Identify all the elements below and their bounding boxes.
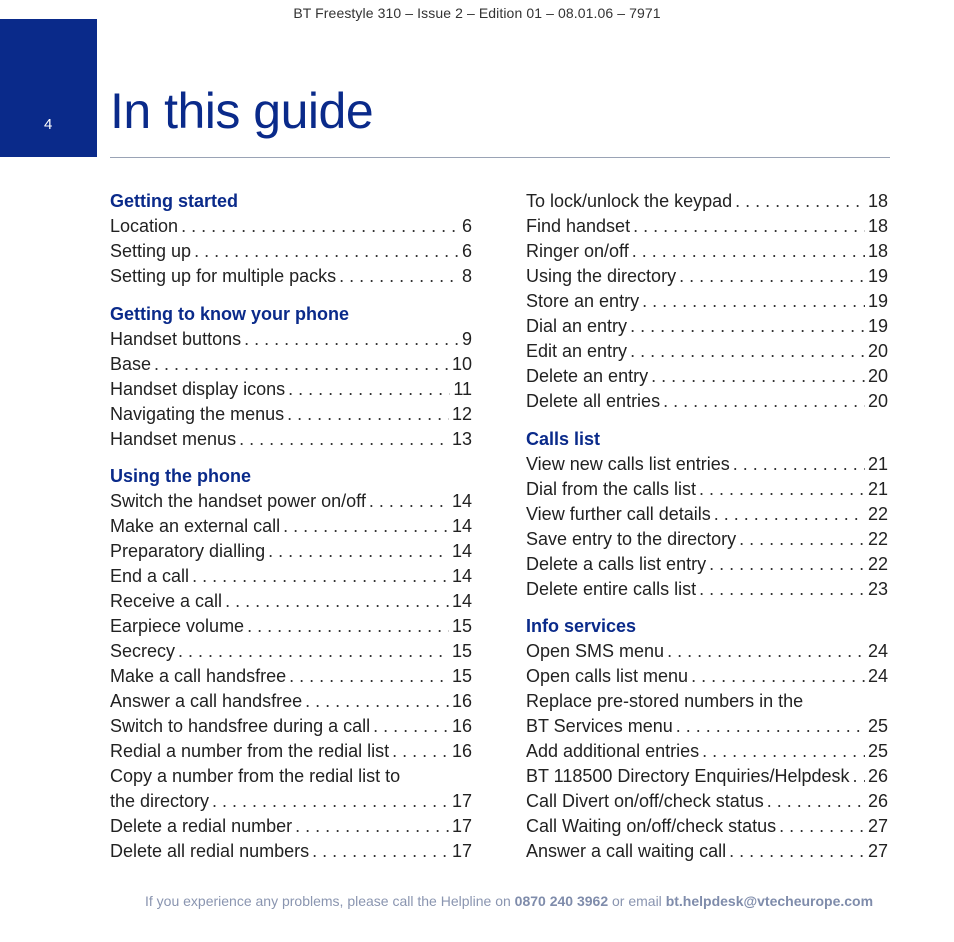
toc-dot-leader: [702, 739, 865, 764]
toc-entry-page: 11: [453, 378, 472, 399]
toc-dot-leader: [225, 589, 449, 614]
toc-entry[interactable]: [110, 814, 472, 839]
toc-entry-label: Navigating the menus: [110, 403, 285, 424]
toc-dot-leader: [247, 614, 449, 639]
toc-dot-leader: [709, 552, 865, 577]
toc-entry-label: Setting up: [110, 241, 192, 261]
toc-dot-leader: [663, 389, 865, 414]
toc-entry[interactable]: [110, 264, 472, 289]
toc-entry[interactable]: [110, 789, 472, 814]
toc-entry-page: 15: [451, 616, 472, 636]
toc-entry-label: Call Divert on/off/check status: [526, 791, 764, 811]
toc-entry-label: Save entry to the directory: [526, 528, 737, 549]
toc-entry-label: Handset buttons: [110, 328, 242, 349]
toc-dot-leader: [392, 739, 449, 764]
toc-entry-label: Handset menus: [110, 428, 237, 449]
toc-entry-page: 21: [867, 453, 888, 474]
toc-entry[interactable]: [526, 814, 888, 839]
toc-dot-leader: [691, 664, 865, 689]
toc-entry-label: Answer a call handsfree: [110, 691, 303, 711]
toc-entry-label: Setting up for multiple packs: [110, 266, 337, 286]
toc-entry-page: 14: [451, 566, 472, 586]
toc-entry-label: Ringer on/off: [526, 241, 629, 261]
footer-email[interactable]: bt.helpdesk@vtecheurope.com: [665, 893, 874, 909]
page-title: In this guide: [110, 83, 374, 139]
toc-entry-label: Redial a number from the redial list: [110, 741, 390, 761]
toc-entry-page: 20: [867, 366, 888, 386]
toc-entry[interactable]: [526, 739, 888, 764]
toc-entry[interactable]: [110, 402, 472, 427]
toc-entry-page: 22: [867, 503, 888, 524]
toc-dot-leader: [667, 639, 865, 664]
toc-entry[interactable]: [526, 789, 888, 814]
toc-entry-page: 20: [867, 341, 888, 361]
toc-entry-page: 12: [451, 403, 472, 424]
toc-entry[interactable]: [526, 339, 888, 364]
toc-entry-label: Base: [110, 353, 152, 374]
toc-entry-page: 19: [867, 266, 888, 286]
toc-entry[interactable]: [526, 389, 888, 414]
toc-dot-leader: [283, 514, 449, 539]
toc-dot-leader: [181, 214, 459, 239]
toc-dot-leader: [295, 814, 449, 839]
section-heading: Calls list: [526, 428, 601, 449]
toc-dot-leader: [733, 452, 865, 477]
toc-entry[interactable]: [110, 764, 472, 789]
toc-dot-leader: [268, 539, 449, 564]
toc-column-left: [110, 189, 472, 877]
toc-entry-label: End a call: [110, 566, 190, 586]
footer-prefix: If you experience any problems, please call the Helpline on: [145, 893, 511, 909]
toc-entry-page: 16: [451, 691, 472, 711]
toc-entry-label: Delete entire calls list: [526, 578, 697, 599]
toc-entry[interactable]: [110, 689, 472, 714]
toc-entry-page: 9: [461, 328, 472, 349]
toc-entry-label: Switch to handsfree during a call: [110, 716, 371, 736]
toc-entry[interactable]: [526, 527, 888, 552]
toc-entry-page: 8: [461, 266, 472, 286]
toc-entry[interactable]: [526, 764, 888, 789]
toc-dot-leader: [178, 639, 449, 664]
toc-entry-page: 10: [451, 353, 472, 374]
toc-entry-label: Add additional entries: [526, 741, 700, 761]
toc-entry-page: 16: [451, 716, 472, 736]
toc-section: [526, 189, 888, 414]
toc-dot-leader: [779, 814, 865, 839]
toc-entry[interactable]: [526, 714, 888, 739]
toc-entry-page: 19: [867, 316, 888, 336]
toc-entry-page: 17: [451, 816, 472, 836]
toc-entry-page: 14: [451, 591, 472, 611]
toc-entry-page: 13: [451, 428, 472, 449]
toc-entry[interactable]: [110, 614, 472, 639]
toc-entry[interactable]: [526, 214, 888, 239]
toc-dot-leader: [630, 339, 865, 364]
toc-entry[interactable]: [526, 577, 888, 602]
toc-entry-page: 25: [867, 716, 888, 736]
toc-dot-leader: [305, 689, 449, 714]
toc-entry-page: 27: [867, 816, 888, 836]
toc-entry-label: Open calls list menu: [526, 666, 689, 686]
footer-phone[interactable]: 0870 240 3962: [514, 893, 609, 909]
toc-entry-page: 18: [867, 241, 888, 261]
toc-dot-leader: [676, 714, 865, 739]
toc-entry-page: 14: [451, 491, 472, 511]
toc-entry-label: Earpiece volume: [110, 616, 245, 636]
toc-dot-leader: [212, 789, 449, 814]
toc-dot-leader: [630, 314, 865, 339]
toc-entry-page: 6: [461, 241, 472, 261]
toc-dot-leader: [373, 714, 449, 739]
toc-entry[interactable]: [110, 839, 472, 864]
toc-dot-leader: [739, 527, 865, 552]
toc-entry-page: 22: [867, 553, 888, 574]
toc-entry[interactable]: [526, 239, 888, 264]
toc-dot-leader: [699, 477, 865, 502]
footer-helpline: [0, 893, 954, 909]
toc-entry[interactable]: [526, 289, 888, 314]
toc-column-right: [526, 189, 888, 877]
toc-entry[interactable]: [110, 214, 472, 239]
toc-entry-page: 26: [867, 791, 888, 811]
toc-entry-page: 17: [451, 791, 472, 811]
page-number: 4: [44, 116, 53, 133]
toc-entry-label: To lock/unlock the keypad: [526, 191, 733, 211]
title-divider: [110, 157, 890, 158]
toc-entry-label: Receive a call: [110, 591, 223, 611]
toc-entry[interactable]: [526, 664, 888, 689]
toc-entry-label: Open SMS menu: [526, 641, 665, 661]
toc-entry-page: 20: [867, 391, 888, 411]
toc-entry-label: Find handset: [526, 216, 631, 236]
toc-dot-leader: [369, 489, 449, 514]
toc-entry[interactable]: [110, 427, 472, 452]
page-tab: [0, 19, 97, 157]
toc-entry[interactable]: [110, 639, 472, 664]
toc-entry[interactable]: [110, 239, 472, 264]
toc-entry[interactable]: [110, 664, 472, 689]
toc-entry-label: Delete a redial number: [110, 816, 293, 836]
toc-entry[interactable]: [110, 352, 472, 377]
toc-entry-label: Store an entry: [526, 291, 640, 311]
toc-entry-page: 24: [867, 641, 888, 661]
toc-dot-leader: [194, 239, 459, 264]
toc-dot-leader: [642, 289, 865, 314]
toc-entry[interactable]: [526, 314, 888, 339]
section-heading: Getting started: [110, 191, 239, 211]
toc-entry-label: Location: [110, 216, 179, 236]
toc-entry[interactable]: [110, 514, 472, 539]
footer-middle: or email: [612, 893, 662, 909]
toc-entry-label: Answer a call waiting call: [526, 841, 727, 861]
toc-dot-leader: [154, 352, 449, 377]
toc-dot-leader: [192, 564, 449, 589]
toc-entry-label: View further call details: [526, 503, 711, 524]
toc-entry[interactable]: [526, 502, 888, 527]
toc-entry[interactable]: [110, 539, 472, 564]
toc-dot-leader: [632, 239, 865, 264]
toc-entry-label: Make a call handsfree: [110, 666, 287, 686]
toc-entry-page: 23: [867, 578, 888, 599]
toc-entry-label: Using the directory: [526, 266, 677, 286]
toc-section: [110, 302, 472, 452]
toc-entry-page: 21: [867, 478, 888, 499]
toc-entry-page: 15: [451, 666, 472, 686]
toc-dot-leader: [853, 764, 865, 789]
toc-entry-page: 26: [867, 766, 888, 786]
section-heading: Getting to know your phone: [110, 303, 349, 324]
toc-entry-page: 27: [867, 841, 888, 861]
toc-dot-leader: [287, 402, 449, 427]
toc-entry[interactable]: [110, 589, 472, 614]
toc-entry-label: Delete a calls list entry: [526, 553, 707, 574]
toc-dot-leader: [729, 839, 865, 864]
toc-dot-leader: [239, 427, 449, 452]
toc-dot-leader: [679, 264, 865, 289]
toc-entry[interactable]: [110, 327, 472, 352]
toc-section: [526, 427, 888, 602]
toc-dot-leader: [767, 789, 865, 814]
toc-entry-label: Call Waiting on/off/check status: [526, 816, 777, 836]
toc-entry[interactable]: [526, 689, 888, 714]
toc-entry-label: Switch the handset power on/off: [110, 491, 366, 511]
document-header: BT Freestyle 310 – Issue 2 – Edition 01 – 08.01.06 – 7971: [293, 5, 661, 21]
toc-entry-page: 22: [867, 528, 888, 549]
toc-dot-leader: [289, 664, 449, 689]
toc-entry-label: View new calls list entries: [526, 453, 730, 474]
toc-entry[interactable]: [526, 477, 888, 502]
toc-entry-label: the directory: [110, 791, 210, 811]
toc-entry[interactable]: [110, 739, 472, 764]
toc-entry[interactable]: [526, 839, 888, 864]
toc-entry-page: 16: [451, 741, 472, 761]
toc-entry-label: Preparatory dialling: [110, 541, 266, 561]
toc-section: [110, 189, 472, 289]
toc-entry-label: Replace pre-stored numbers in the: [526, 691, 804, 711]
toc-dot-leader: [714, 502, 865, 527]
toc-entry[interactable]: [526, 189, 888, 214]
toc-entry-page: 18: [867, 216, 888, 236]
toc-dot-leader: [651, 364, 865, 389]
toc-entry-label: Secrecy: [110, 641, 176, 661]
toc-entry-label: Make an external call: [110, 516, 281, 536]
toc-entry-page: 18: [867, 191, 888, 211]
toc-entry-label: Delete an entry: [526, 366, 649, 386]
toc-entry-label: Dial from the calls list: [526, 478, 697, 499]
toc-entry-label: Handset display icons: [110, 378, 286, 399]
toc-entry[interactable]: [526, 552, 888, 577]
toc-dot-leader: [312, 839, 449, 864]
toc-entry-label: BT 118500 Directory Enquiries/Helpdesk: [526, 766, 850, 786]
toc-section: [110, 464, 472, 864]
toc-entry-label: Edit an entry: [526, 341, 628, 361]
toc-dot-leader: [699, 577, 865, 602]
toc-dot-leader: [633, 214, 865, 239]
toc-entry-label: Copy a number from the redial list to: [110, 766, 401, 786]
toc-entry[interactable]: [110, 564, 472, 589]
toc-entry[interactable]: [526, 452, 888, 477]
section-heading: Using the phone: [110, 466, 251, 486]
toc-dot-leader: [244, 327, 459, 352]
toc-dot-leader: [735, 189, 865, 214]
toc-entry-page: 14: [451, 516, 472, 536]
toc-entry-page: 6: [461, 216, 472, 236]
toc-section: [526, 614, 888, 864]
toc-entry-page: 25: [867, 741, 888, 761]
toc-dot-leader: [288, 377, 450, 402]
toc-dot-leader: [339, 264, 459, 289]
section-heading: Info services: [526, 616, 637, 636]
toc-entry-label: Dial an entry: [526, 316, 628, 336]
toc-entry-page: 17: [451, 841, 472, 861]
toc-entry[interactable]: [110, 489, 472, 514]
toc-entry[interactable]: [526, 364, 888, 389]
toc-entry[interactable]: [526, 639, 888, 664]
toc-entry-page: 19: [867, 291, 888, 311]
toc-entry-label: Delete all entries: [526, 391, 661, 411]
toc-entry[interactable]: [526, 264, 888, 289]
toc-entry-page: 14: [451, 541, 472, 561]
toc-entry-page: 24: [867, 666, 888, 686]
toc-entry[interactable]: [110, 377, 472, 402]
toc-entry-label: BT Services menu: [526, 716, 673, 736]
toc-entry-label: Delete all redial numbers: [110, 841, 310, 861]
toc-entry[interactable]: [110, 714, 472, 739]
toc-entry-page: 15: [451, 641, 472, 661]
